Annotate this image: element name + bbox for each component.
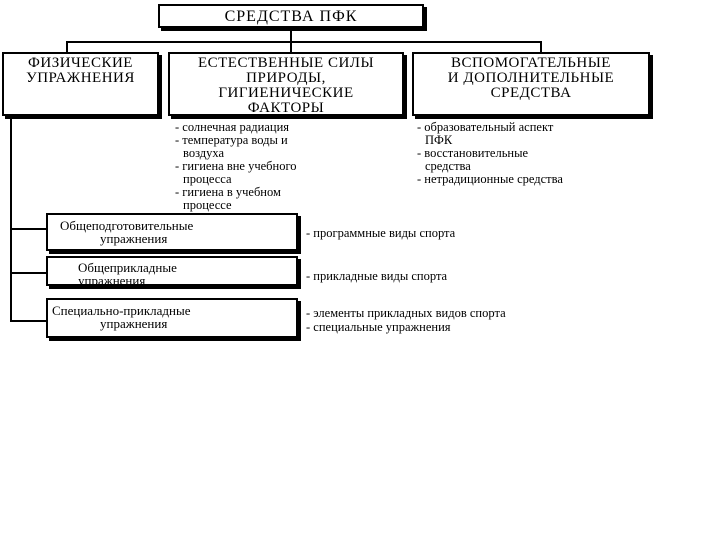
list-item: процессе xyxy=(183,198,232,212)
connector-to-sub3 xyxy=(10,320,46,322)
connector-to-sub1 xyxy=(10,228,46,230)
category-label-line: ФИЗИЧЕСКИЕ xyxy=(28,55,133,71)
category-label-line: И ДОПОЛНИТЕЛЬНЫЕ xyxy=(447,70,615,86)
sport-note-line: - прикладные виды спорта xyxy=(306,269,448,283)
category-natural-forces xyxy=(168,52,404,116)
connector-physical-trunk xyxy=(10,117,12,322)
connector-to-sub2 xyxy=(10,272,46,274)
category-label-line: ФАКТОРЫ xyxy=(247,100,325,116)
list-item: - восстановительные xyxy=(417,146,529,160)
list-item: воздуха xyxy=(183,146,225,160)
sport-note-line: - программные виды спорта xyxy=(306,226,456,240)
category-label-line: УПРАЖНЕНИЯ xyxy=(26,70,135,86)
sport-note-line: - элементы прикладных видов спорта xyxy=(306,306,506,320)
list-item: - солнечная радиация xyxy=(175,120,290,134)
connector-horizontal-bus xyxy=(66,41,542,43)
category-physical-exercises xyxy=(2,52,159,116)
exercise-type-label-line: упражнения xyxy=(100,231,168,246)
exercise-type-label-line: Общеподготовительные xyxy=(60,218,194,233)
category-label-line: ЕСТЕСТВЕННЫЕ СИЛЫ xyxy=(197,55,375,71)
exercise-type-label-line: Специально-прикладные xyxy=(52,303,191,318)
sport-note-applied xyxy=(306,269,447,283)
category-label-line: СРЕДСТВА xyxy=(490,85,572,101)
category-label-line: ПРИРОДЫ, xyxy=(246,70,326,86)
exercise-type-label-line: Общеприкладные xyxy=(78,260,177,275)
exercise-type-general-applied xyxy=(46,256,298,286)
sport-note-program xyxy=(306,226,455,240)
list-item: - нетрадиционные средства xyxy=(417,172,563,186)
list-item: - гигиена вне учебного xyxy=(175,159,297,173)
category-label-line: ВСПОМОГАТЕЛЬНЫЕ xyxy=(451,55,611,71)
list-item: - температура воды и xyxy=(175,133,288,147)
category-auxiliary-means xyxy=(412,52,650,116)
list-item: - образовательный аспект xyxy=(417,120,554,134)
sport-note-line: - специальные упражнения xyxy=(306,320,451,334)
exercise-type-general-preparatory xyxy=(46,213,298,251)
root-box xyxy=(158,4,424,28)
sport-note-special xyxy=(306,306,506,334)
root-label: СРЕДСТВА ПФК xyxy=(224,8,358,25)
list-item: средства xyxy=(425,159,471,173)
list-item: - гигиена в учебном xyxy=(175,185,281,199)
exercise-type-special-applied xyxy=(46,298,298,338)
natural-factors-list xyxy=(175,121,297,212)
category-label-line: ГИГИЕНИЧЕСКИЕ xyxy=(218,85,354,101)
exercise-type-label-line: упражнения xyxy=(100,316,168,331)
list-item: процесса xyxy=(183,172,232,186)
auxiliary-means-list xyxy=(417,121,563,186)
list-item: ПФК xyxy=(425,133,453,147)
exercise-type-label-line: упражнения xyxy=(78,273,146,288)
